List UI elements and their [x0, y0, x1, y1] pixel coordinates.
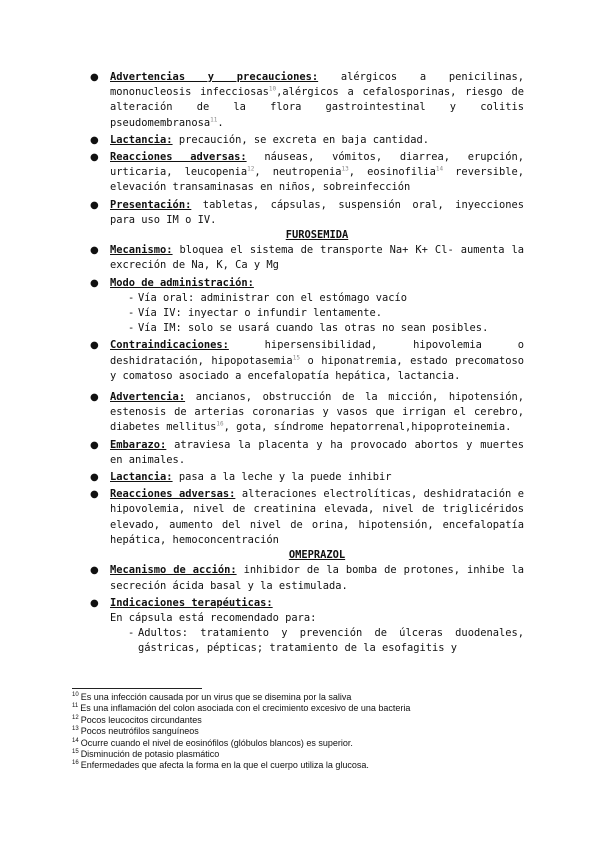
modo-subitem-text: Vía IV: inyectar o infundir lentamente. — [138, 307, 382, 320]
modo-subitem-text: Vía IM: solo se usará cuando las otras no sean posibles. — [138, 322, 489, 335]
footnote-text: Es una inflamación del colon asociada con el crecimiento excesivo de una bacteria — [80, 703, 411, 714]
bullet-icon: ● — [90, 340, 99, 352]
footnote-text: Enfermedades que afecta la forma en la que el cuerpo utiliza la glucosa. — [80, 760, 369, 771]
omeprazol-mecanismo-label: Mecanismo de acción: — [110, 564, 237, 577]
footnote-10 — [72, 692, 542, 703]
bullet-icon: ● — [90, 134, 99, 146]
furosemida-mecanismo-label: Mecanismo: — [110, 244, 173, 257]
furosemida-reacciones-text: alteraciones electrolíticas, deshidratación e hipovolemia, nivel de creatinina elevada, nivel de triglicéridos elevado, aumento del nivel de orina, hipotensión, encefalopatía hepática, hemoconcentración — [110, 488, 524, 546]
advertencias-label: Advertencias y precauciones: — [110, 71, 319, 83]
footnote-text: Ocurre cuando el nivel de eosinófilos (glóbulos blancos) es superior. — [80, 737, 353, 748]
footnote-15 — [72, 749, 542, 760]
bullet-icon: ● — [90, 565, 99, 577]
lactancia-label: Lactancia: — [110, 133, 173, 146]
embarazo-item — [90, 438, 524, 468]
advertencias-text-a: alérgicos a penicilinas, mononucleosis infecciosas — [110, 71, 524, 99]
indicaciones-intro: En cápsula está recomendado para: — [110, 611, 317, 624]
furosemida-heading: FUROSEMIDA — [285, 229, 349, 242]
embarazo-text: atraviesa la placenta y ha provocado abortos y muertes en animales. — [110, 438, 524, 466]
bullet-icon: ● — [90, 439, 99, 451]
advertencia-item — [90, 390, 524, 436]
advertencia-text-b: , gota, síndrome hepatorrenal,hipoproteinemia. — [223, 421, 512, 434]
footnote-number: 13 — [72, 726, 79, 733]
indicaciones-subitem-text: Adultos: tratamiento y prevención de úlceras duodenales, gástricas, pépticas; tratamiento de la esofagitis y — [138, 627, 524, 655]
bullet-icon: ● — [90, 72, 99, 83]
bullet-icon: ● — [90, 597, 99, 609]
embarazo-label: Embarazo: — [110, 438, 167, 451]
modo-subitem — [110, 291, 524, 306]
bullet-icon: ● — [90, 199, 99, 211]
footnote-16 — [72, 760, 542, 771]
contraindicaciones-text-b: o hiponatremia, estado precomatoso y comatoso asociado a encefalopatía hepática, lactancia. — [110, 354, 524, 382]
lactancia-text: precaución, se excreta en baja cantidad. — [172, 133, 430, 146]
reacciones-item — [90, 150, 524, 196]
furosemida-lactancia-text: pasa a la leche y la puede inhibir — [172, 471, 392, 484]
footnote-number: 12 — [72, 714, 79, 721]
footnote-number: 15 — [72, 749, 79, 756]
footnote-ref: 16 — [216, 421, 224, 428]
footnote-number: 14 — [72, 737, 79, 744]
bullet-icon: ● — [90, 392, 99, 404]
dash-icon: - — [128, 322, 135, 335]
footnote-number: 10 — [72, 692, 79, 698]
bullet-icon: ● — [90, 472, 99, 484]
advertencias-text-b: ,alérgicos a cefalosporinas, riesgo de alteración de la flora gastrointestinal y colitis pseudomembranosa — [110, 86, 524, 129]
advertencias-text-c: . — [217, 116, 224, 129]
reacciones-text-d: reversible, elevación transaminasas en niños, sobreinfección — [110, 166, 524, 194]
furosemida-mecanismo-text: bloquea el sistema de transporte Na+ K+ Cl- aumenta la excreción de Na, K, Ca y Mg — [110, 244, 524, 272]
omeprazol-heading: OMEPRAZOL — [288, 549, 346, 562]
advertencia-text-a: ancianos, obstrucción de la micción, hipotensión, estenosis de arterias coronarias y vasos que irrigan el cerebro, diabetes mellitus — [110, 391, 524, 434]
contraindicaciones-label: Contraindicaciones: — [110, 339, 229, 352]
furosemida-reacciones-label: Reacciones adversas: — [110, 488, 236, 501]
indicaciones-item — [90, 596, 524, 611]
footnote-12 — [72, 715, 542, 726]
indicaciones-subitem — [110, 626, 524, 656]
footnote-ref: 10 — [268, 85, 277, 93]
contraindicaciones-text-a: hipersensibilidad, hipovolemia o deshidratación, hipopotasemia — [110, 339, 524, 367]
footnote-ref: 14 — [435, 165, 444, 173]
presentacion-label: Presentación: — [110, 198, 192, 211]
footnote-13 — [72, 726, 542, 737]
advertencia-label: Advertencia: — [110, 391, 186, 404]
modo-subitem-text: Vía oral: administrar con el estómago vacío — [138, 291, 407, 304]
footnote-ref: 11 — [210, 116, 218, 124]
footnote-text: Pocos leucocitos circundantes — [80, 714, 202, 725]
omeprazol-mecanismo-item — [90, 563, 524, 593]
footnote-text: Es una infección causada por un virus que se disemina por la saliva — [80, 692, 352, 702]
modo-item — [90, 276, 524, 291]
modo-subitem — [110, 321, 524, 336]
reacciones-label: Reacciones adversas: — [110, 151, 247, 164]
document-body — [90, 70, 524, 657]
advertencias-item — [90, 70, 524, 131]
bullet-icon: ● — [90, 245, 99, 257]
footnote-11 — [72, 703, 542, 714]
footnote-list — [72, 692, 542, 772]
footnote-number: 16 — [72, 760, 79, 767]
reacciones-text-b: , neutropenia — [254, 166, 342, 179]
footnote-text: Disminución de potasio plasmático — [80, 749, 220, 760]
footnotes — [72, 688, 542, 772]
dash-icon: - — [128, 291, 135, 304]
footnote-text: Pocos neutrófilos sanguíneos — [80, 726, 199, 737]
presentacion-item — [90, 198, 524, 228]
furosemida-mecanismo-item — [90, 243, 524, 273]
reacciones-text-a: náuseas, vómitos, diarrea, erupción, urticaria, leucopenia — [110, 151, 524, 179]
furosemida-lactancia-item — [90, 470, 524, 485]
footnote-ref: 15 — [292, 354, 300, 362]
dash-icon: - — [128, 307, 135, 320]
footnote-ref: 13 — [341, 165, 349, 173]
lactancia-item — [90, 133, 524, 148]
presentacion-text: tabletas, cápsulas, suspensión oral, inyecciones para uso IM o IV. — [110, 198, 524, 226]
modo-subitem — [110, 306, 524, 321]
omeprazol-mecanismo-text: inhibidor de la bomba de protones, inhibe la secreción ácida basal y la estimulada. — [110, 564, 524, 592]
footnote-ref: 12 — [247, 165, 255, 173]
reacciones-text-c: , eosinofilia — [348, 166, 436, 179]
footnote-14 — [72, 738, 542, 749]
bullet-icon: ● — [90, 489, 99, 501]
furosemida-reacciones-item — [90, 487, 524, 548]
dash-icon: - — [128, 627, 135, 640]
bullet-icon: ● — [90, 277, 99, 289]
furosemida-lactancia-label: Lactancia: — [110, 471, 173, 484]
indicaciones-label: Indicaciones terapéuticas: — [110, 596, 273, 609]
footnote-number: 11 — [72, 703, 79, 710]
contraindicaciones-item — [90, 338, 524, 384]
modo-label: Modo de administración: — [110, 276, 254, 289]
footnote-divider — [72, 688, 202, 689]
bullet-icon: ● — [90, 152, 99, 164]
